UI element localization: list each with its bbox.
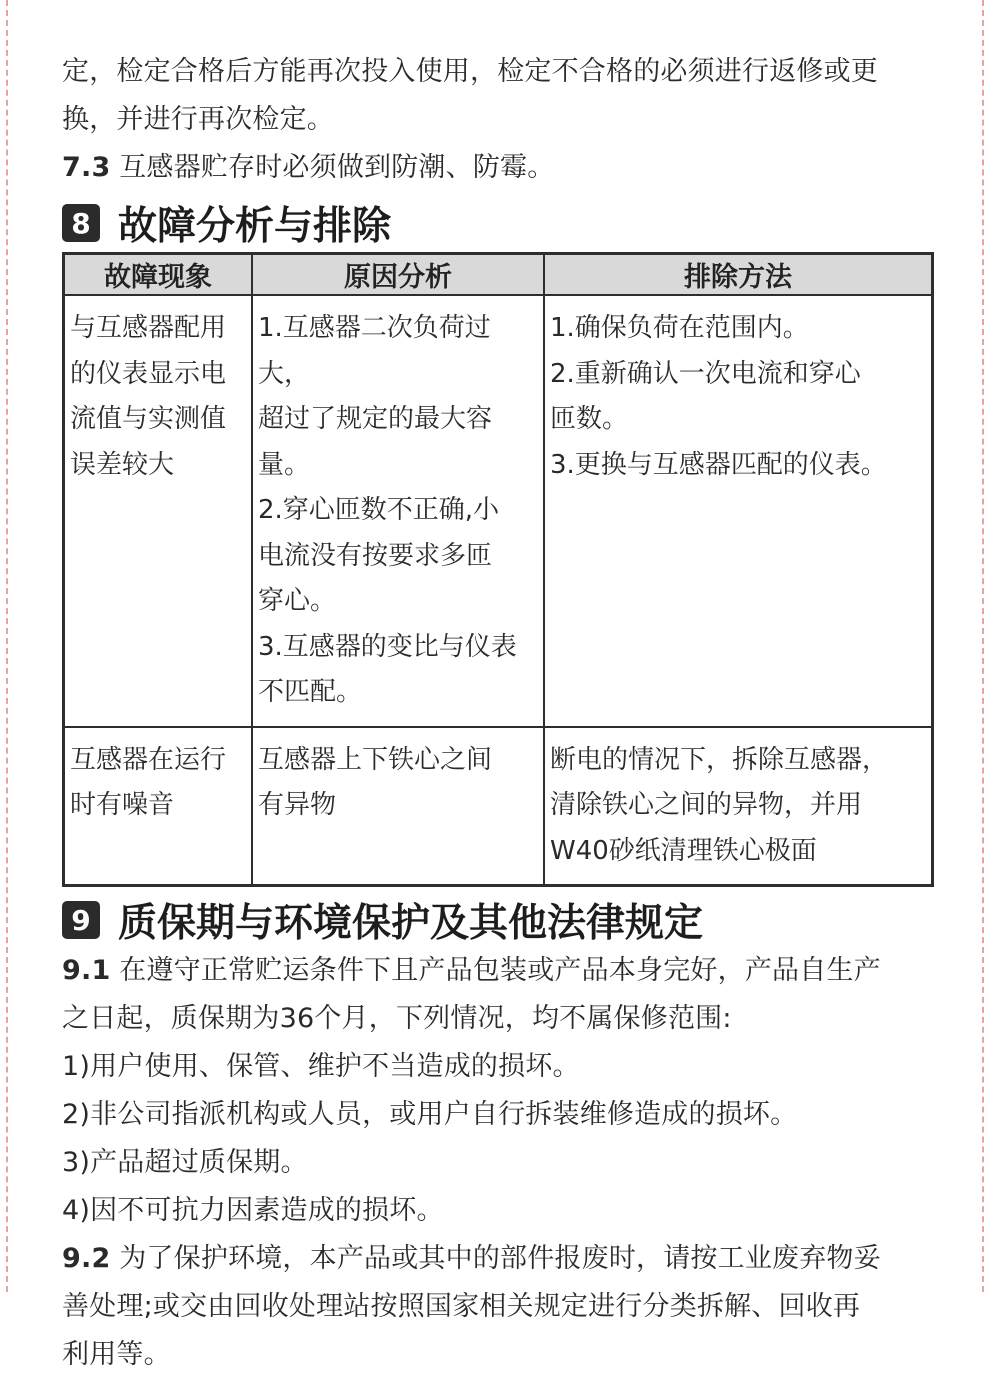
intro-line-2: 换，并进行再次检定。	[62, 104, 334, 135]
row2-cause-line: 互感器上下铁心之间	[258, 744, 493, 775]
item-7-3	[62, 144, 942, 192]
row2-solution-line: W40砂纸清理铁心极面	[550, 835, 817, 866]
manual-page	[62, 48, 942, 1379]
section-8-badge: 8	[62, 204, 100, 242]
header-fault: 故障现象	[64, 254, 253, 296]
item-7-3-text: 互感器贮存时必须做到防潮、防霉。	[119, 152, 555, 183]
row1-solution-line: 1.确保负荷在范围内。	[550, 313, 809, 343]
header-solution: 排除方法	[544, 254, 933, 296]
row2-solution-line: 断电的情况下，拆除互感器，	[550, 744, 889, 775]
row1-solution	[544, 295, 933, 727]
row2-cause	[252, 727, 544, 886]
row1-solution-line: 2.重新确认一次电流和穿心	[550, 358, 861, 389]
item-9-2-line: 善处理;或交由回收处理站按照国家相关规定进行分类拆解、回收再	[62, 1291, 861, 1322]
row1-cause-line: 1.互感器二次负荷过大，	[258, 313, 491, 389]
row1-cause-line: 超过了规定的最大容量。	[258, 404, 493, 480]
item-9-1	[62, 947, 942, 995]
section-9-heading	[62, 893, 942, 947]
row1-cause	[252, 295, 544, 727]
fault-table-header	[64, 254, 933, 296]
row1-cause-line: 3.互感器的变比与仪表	[258, 631, 517, 662]
row2-fault	[64, 727, 253, 886]
row2-solution-line: 清除铁心之间的异物，并用	[550, 790, 863, 820]
left-dashed-border	[6, 0, 8, 1292]
item-9-2-first-line: 为了保护环境，本产品或其中的部件报废时，请按工业废弃物妥	[119, 1243, 881, 1274]
row1-cause-line: 穿心。	[258, 586, 337, 616]
header-cause: 原因分析	[252, 254, 544, 296]
row1-cause-line: 2.穿心匝数不正确,小	[258, 495, 500, 525]
row1-fault-line: 流值与实测值	[70, 404, 227, 434]
item-9-1-first-line: 在遵守正常贮运条件下且产品包装或产品本身完好，产品自生产	[119, 955, 881, 986]
item-9-1-line: 3)产品超过质保期。	[62, 1147, 308, 1178]
item-9-1-number: 9.1	[62, 955, 111, 986]
row1-fault	[64, 295, 253, 727]
intro-line-1: 定，检定合格后方能再次投入使用，检定不合格的必须进行返修或更	[62, 56, 878, 87]
item-9-1-line: 之日起，质保期为36个月，下列情况，均不属保修范围:	[62, 1003, 732, 1034]
row1-cause-line: 电流没有按要求多匝	[258, 540, 493, 571]
item-9-2-number: 9.2	[62, 1243, 111, 1274]
fault-table	[62, 252, 934, 887]
row1-fault-line: 与互感器配用	[70, 313, 227, 343]
row1-fault-line: 误差较大	[70, 449, 175, 480]
row2-cause-line: 有异物	[258, 790, 337, 820]
row1-fault-line: 的仪表显示电	[70, 358, 227, 389]
item-9-2-line: 利用等。	[62, 1339, 171, 1370]
section-9-badge: 9	[62, 901, 100, 939]
item-9-1-line: 1)用户使用、保管、维护不当造成的损坏。	[62, 1051, 580, 1082]
section-9-title: 质保期与环境保护及其他法律规定	[118, 901, 704, 946]
row1-solution-line: 匝数。	[550, 404, 629, 434]
row2-solution	[544, 727, 933, 886]
table-row	[64, 295, 933, 727]
row1-cause-line: 不匹配。	[258, 677, 363, 707]
row1-solution-line: 3.更换与互感器匹配的仪表。	[550, 449, 887, 480]
item-9-1-line: 2)非公司指派机构或人员，或用户自行拆装维修造成的损坏。	[62, 1099, 798, 1130]
section-8-heading	[62, 196, 942, 250]
table-row	[64, 727, 933, 886]
right-dashed-border	[982, 0, 984, 1292]
section-8-title: 故障分析与排除	[118, 204, 392, 249]
item-9-2	[62, 1235, 942, 1283]
item-7-3-number: 7.3	[62, 152, 111, 183]
row2-fault-line: 互感器在运行	[70, 744, 227, 775]
item-9-1-line: 4)因不可抗力因素造成的损坏。	[62, 1195, 444, 1226]
row2-fault-line: 时有噪音	[70, 790, 175, 820]
